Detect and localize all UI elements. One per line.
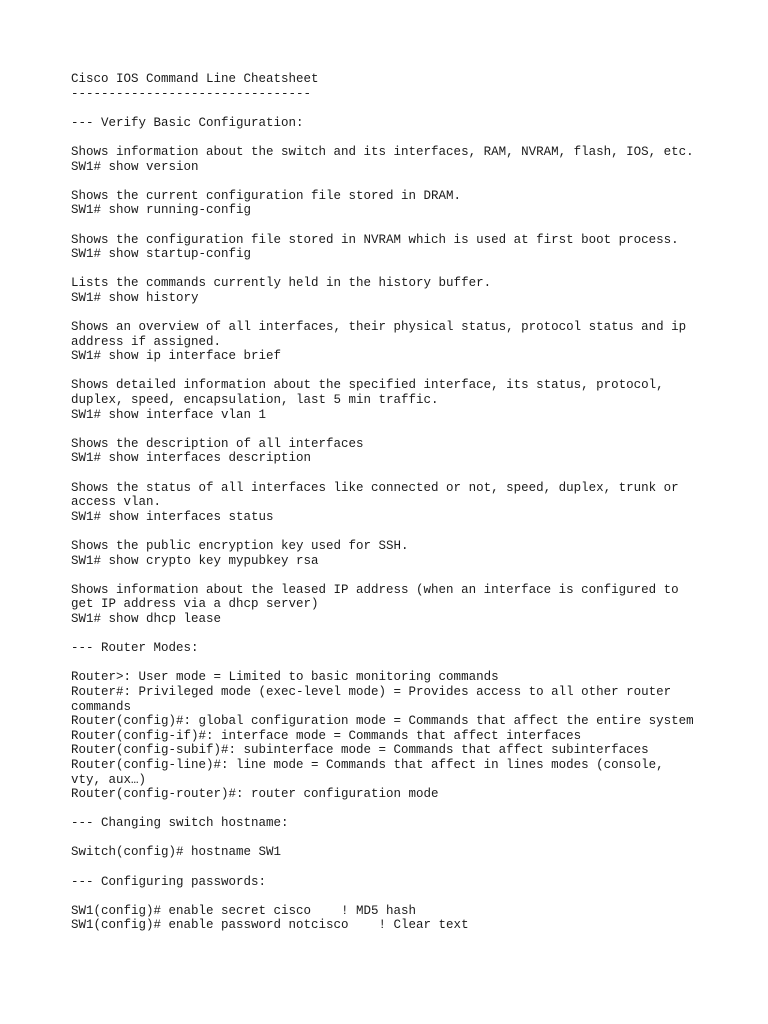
entry-block — [71, 539, 731, 568]
section-heading: --- Changing switch hostname: — [71, 816, 289, 831]
description-line: Shows detailed information about the specified interface, its status, protocol, — [71, 378, 664, 393]
description-line: access vlan. — [71, 495, 162, 510]
description-line: Shows the public encryption key used for SSH. — [71, 539, 409, 553]
spacer — [71, 831, 731, 846]
entry-block — [71, 233, 731, 262]
section-heading: --- Router Modes: — [71, 641, 199, 656]
title-underline: -------------------------------- — [71, 86, 312, 101]
spacer — [71, 524, 731, 539]
command-line: SW1# show startup-config — [71, 247, 252, 262]
command-line: SW1# show interface vlan 1 — [71, 407, 267, 422]
section-heading: --- Verify Basic Configuration: — [71, 115, 304, 130]
spacer — [71, 568, 731, 583]
description-line: Shows the configuration file stored in NVRAM which is used at first boot process. — [71, 232, 679, 247]
spacer — [71, 174, 731, 189]
description-line: vty, aux…) — [71, 772, 147, 787]
spacer — [71, 262, 731, 277]
command-line: Switch(config)# hostname SW1 — [71, 845, 282, 860]
entry-block — [71, 481, 731, 525]
description-line: get IP address via a dhcp server) — [71, 597, 319, 612]
document-page — [71, 72, 731, 933]
command-line: SW1(config)# enable password notcisco ! Clear text — [71, 918, 469, 933]
description-line: Lists the commands currently held in the history buffer. — [71, 276, 492, 291]
entry-block — [71, 378, 731, 422]
section-heading-block — [71, 641, 731, 656]
section-heading-block — [71, 875, 731, 890]
spacer — [71, 656, 731, 671]
spacer — [71, 364, 731, 379]
description-line: Shows the status of all interfaces like connected or not, speed, duplex, trunk or — [71, 480, 679, 495]
command-line: Router#: Privileged mode (exec-level mode) = Provides access to all other router — [71, 684, 672, 699]
description-line: duplex, speed, encapsulation, last 5 min traffic. — [71, 393, 439, 408]
entry-block — [71, 189, 731, 218]
description-line: Shows the current configuration file stored in DRAM. — [71, 188, 462, 203]
section-heading-block — [71, 116, 731, 131]
spacer — [71, 860, 731, 875]
description-line: Shows the description of all interfaces — [71, 436, 364, 451]
command-line: SW1# show ip interface brief — [71, 349, 282, 364]
document-body — [71, 116, 731, 933]
command-line: Router(config-router)#: router configuration mode — [71, 787, 439, 802]
description-line: Shows information about the leased IP address (when an interface is configured to — [71, 582, 679, 597]
section-heading-block — [71, 816, 731, 831]
command-line: SW1# show dhcp lease — [71, 611, 222, 626]
description-line: address if assigned. — [71, 334, 222, 349]
spacer — [71, 422, 731, 437]
command-line: SW1# show running-config — [71, 203, 252, 218]
command-line: SW1# show interfaces description — [71, 451, 312, 466]
entry-block — [71, 437, 731, 466]
spacer — [71, 218, 731, 233]
spacer — [71, 802, 731, 817]
section-heading: --- Configuring passwords: — [71, 874, 267, 889]
command-line: SW1# show crypto key mypubkey rsa — [71, 553, 319, 568]
command-line: SW1# show history — [71, 290, 199, 305]
entry-block — [71, 145, 731, 174]
description-line: Shows an overview of all interfaces, their physical status, protocol status and ip — [71, 320, 687, 335]
spacer — [71, 627, 731, 642]
description-line: Shows information about the switch and its interfaces, RAM, NVRAM, flash, IOS, etc. — [71, 144, 694, 159]
spacer — [71, 889, 731, 904]
command-line: Router(config-subif)#: subinterface mode = Commands that affect subinterfaces — [71, 743, 649, 758]
spacer — [71, 306, 731, 321]
spacer — [71, 101, 731, 116]
document-title: Cisco IOS Command Line Cheatsheet — [71, 72, 319, 86]
entry-block — [71, 670, 731, 801]
entry-block — [71, 320, 731, 364]
entry-block — [71, 276, 731, 305]
spacer — [71, 466, 731, 481]
command-line: Router>: User mode = Limited to basic monitoring commands — [71, 670, 499, 685]
command-line: SW1# show version — [71, 159, 199, 174]
entry-block — [71, 845, 731, 860]
command-line: Router(config)#: global configuration mode = Commands that affect the entire system — [71, 714, 694, 729]
command-line: SW1(config)# enable secret cisco ! MD5 hash — [71, 903, 417, 918]
command-line: SW1# show interfaces status — [71, 509, 274, 524]
description-line: commands — [71, 699, 132, 714]
entry-block — [71, 904, 731, 933]
spacer — [71, 130, 731, 145]
entry-block — [71, 583, 731, 627]
command-line: Router(config-line)#: line mode = Commands that affect in lines modes (console, — [71, 757, 664, 772]
command-line: Router(config-if)#: interface mode = Commands that affect interfaces — [71, 728, 582, 743]
